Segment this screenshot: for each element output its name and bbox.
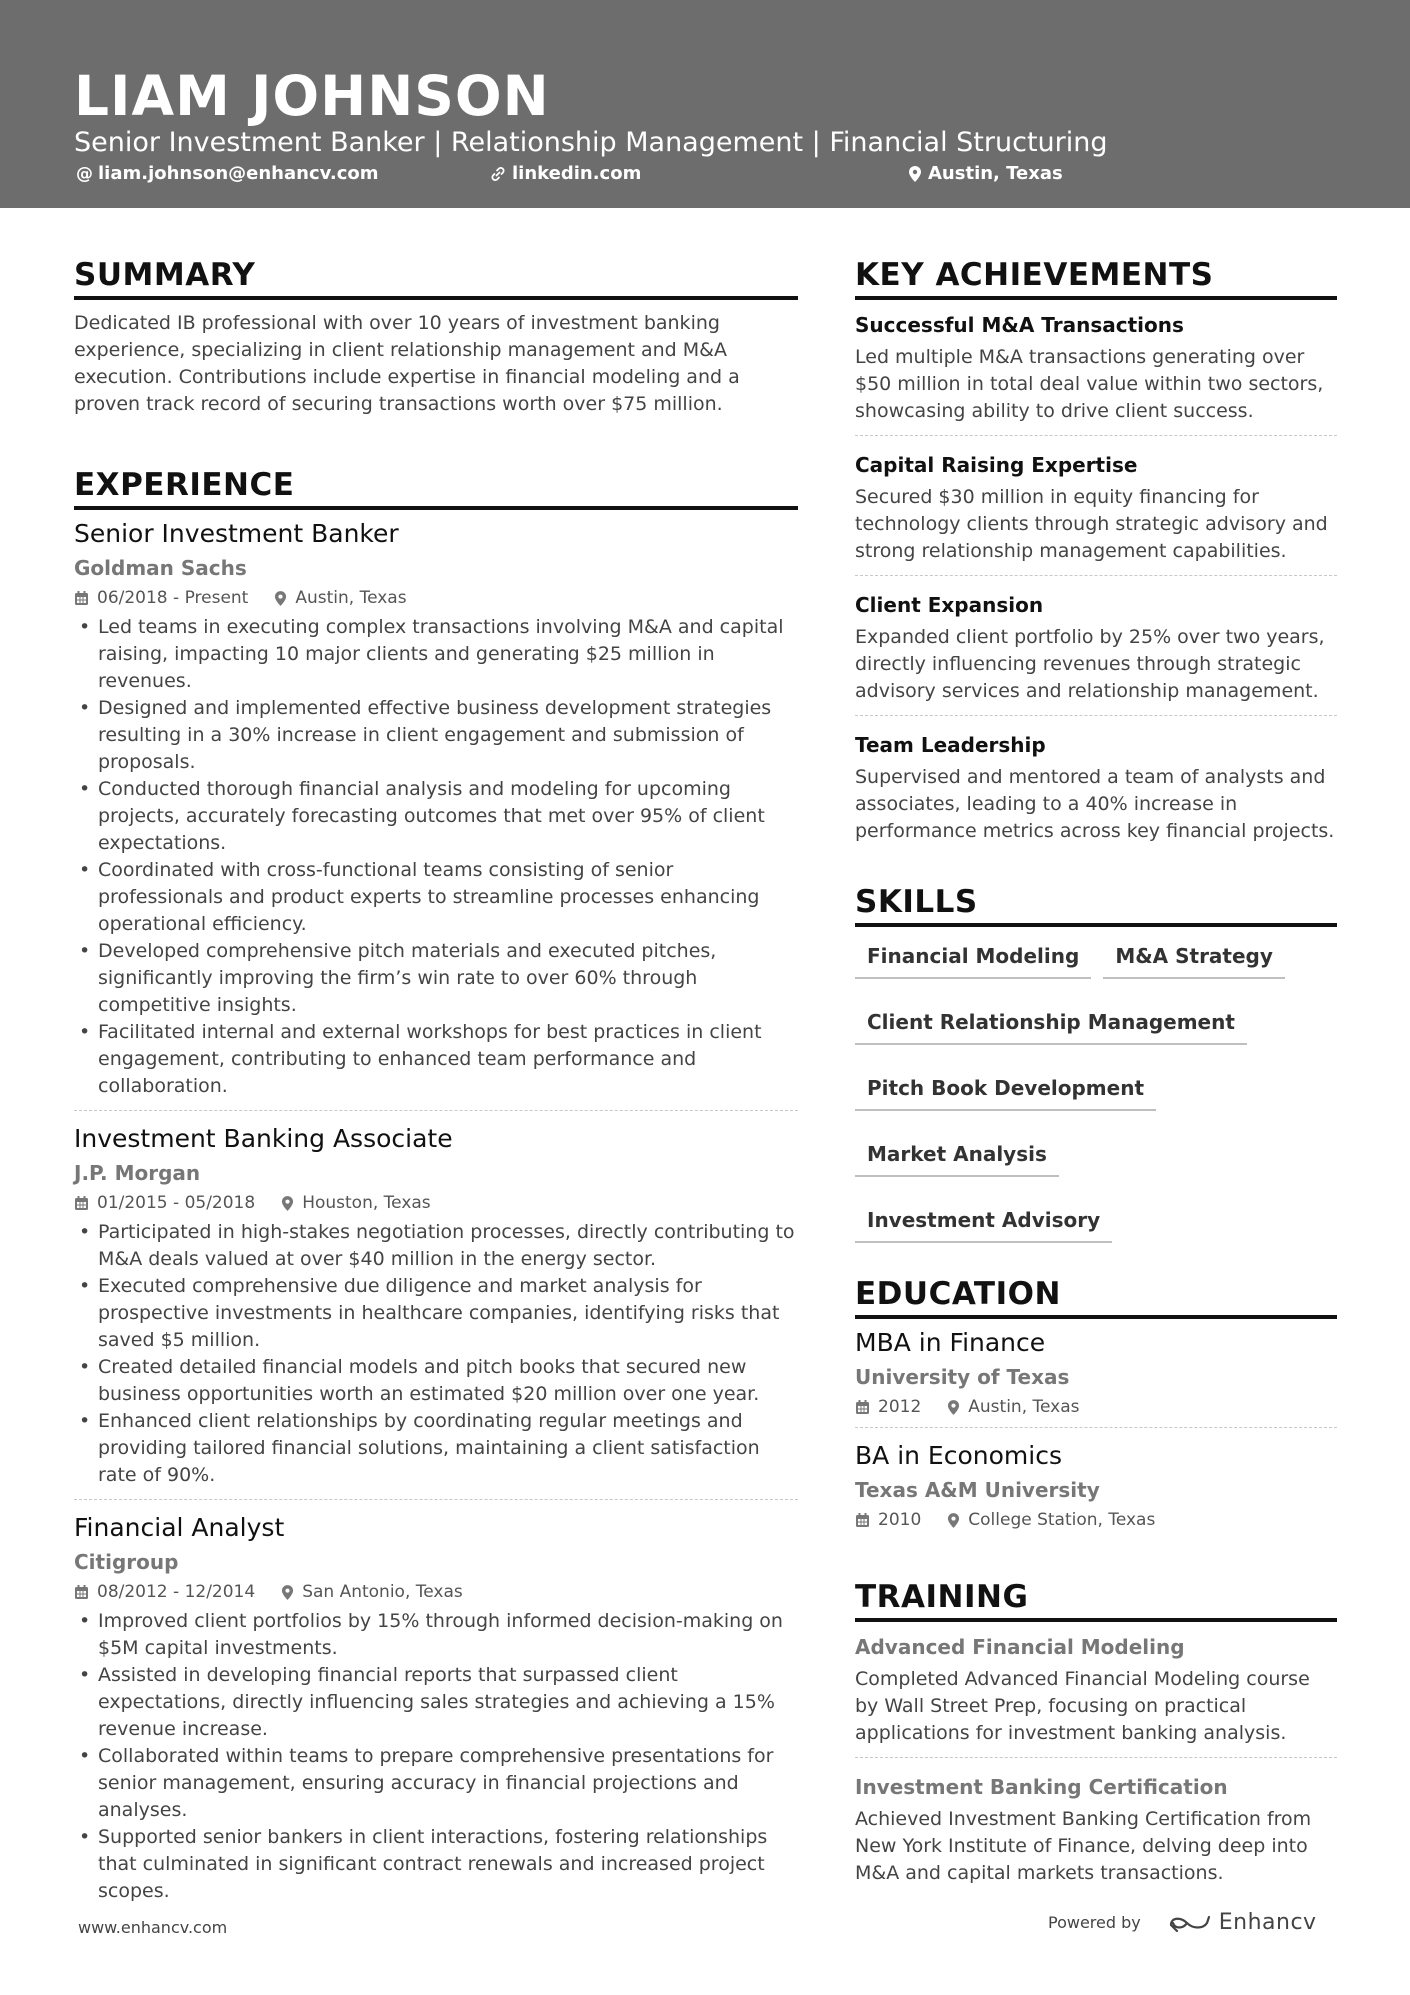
- training-item: [855, 1772, 1337, 1897]
- skill-tag: Market Analysis: [855, 1139, 1059, 1177]
- skill-tag: Financial Modeling: [855, 941, 1091, 979]
- achievement-title: Successful M&A Transactions: [855, 313, 1184, 337]
- job-entry: [74, 1510, 798, 1915]
- job-dates: 08/2012 - 12/2014: [97, 1582, 256, 1602]
- achievement-text: Secured $30 million in equity financing for technology clients through strategic advisory and strong relationship management capabilities.: [855, 486, 1328, 562]
- education-heading: EDUCATION: [855, 1273, 1337, 1319]
- achievements-heading: KEY ACHIEVEMENTS: [855, 254, 1337, 300]
- job-location: Houston, Texas: [302, 1193, 431, 1213]
- bullet-item: • Participated in high-stakes negotiation processes, directly contributing to M&A deals valued at over $40 million in the energy sector.: [74, 1219, 798, 1273]
- skills-section: [855, 881, 1337, 1271]
- job-entry: [74, 516, 798, 1111]
- bullet-item: • Conducted thorough financial analysis and modeling for upcoming projects, accurately forecasting outcomes that met over 95% of client expectations.: [74, 776, 798, 857]
- job-location: San Antonio, Texas: [302, 1582, 463, 1602]
- achievements-section: [855, 254, 1337, 855]
- company-name: Citigroup: [74, 1550, 179, 1574]
- skill-tag: M&A Strategy: [1103, 941, 1285, 979]
- job-meta: [74, 584, 798, 612]
- company-name: J.P. Morgan: [74, 1161, 201, 1185]
- skills-heading: SKILLS: [855, 881, 1337, 927]
- education-year: 2010: [878, 1510, 922, 1530]
- achievement-title: Client Expansion: [855, 593, 1044, 617]
- summary-section: [74, 254, 798, 418]
- bullet-item: • Created detailed financial models and pitch books that secured new business opportunities worth an estimated $20 million over one year.: [74, 1354, 798, 1408]
- summary-text: Dedicated IB professional with over 10 years of investment banking experience, specializing in client relationship management and M&A execution. Contributions include expertise in financial modeling and a proven track record of securing transactions worth over $75 million.: [74, 312, 740, 415]
- bullet-item: • Enhanced client relationships by coordinating regular meetings and providing tailored financial solutions, maintaining a client satisfaction rate of 90%.: [74, 1408, 798, 1489]
- achievement-text: Led multiple M&A transactions generating over $50 million in total deal value within two sectors, showcasing ability to drive client success.: [855, 346, 1324, 422]
- education-location: College Station, Texas: [968, 1510, 1156, 1530]
- location-pin-icon: [947, 1512, 960, 1529]
- school-name: University of Texas: [855, 1365, 1070, 1389]
- education-year: 2012: [878, 1397, 922, 1417]
- candidate-headline: Senior Investment Banker | Relationship Management | Financial Structuring: [74, 127, 1108, 158]
- location-pin-icon: [274, 590, 287, 607]
- training-title: Advanced Financial Modeling: [855, 1635, 1185, 1659]
- bullet-item: • Coordinated with cross-functional teams consisting of senior professionals and product experts to streamline processes enhancing operational efficiency.: [74, 857, 798, 938]
- education-item: [855, 1438, 1337, 1540]
- calendar-icon: [74, 590, 89, 606]
- calendar-icon: [855, 1512, 870, 1528]
- at-icon: @: [76, 164, 93, 184]
- achievement-item: [855, 450, 1337, 576]
- linkedin-text: linkedin.com: [512, 163, 642, 184]
- bullet-item: • Facilitated internal and external workshops for best practices in client engagement, contributing to enhanced team performance and collaboration.: [74, 1019, 798, 1100]
- degree-title: BA in Economics: [855, 1441, 1062, 1470]
- training-section: [855, 1576, 1337, 1897]
- bullet-item: • Assisted in developing financial reports that surpassed client expectations, directly influencing sales strategies and achieving a 15% revenue increase.: [74, 1662, 798, 1743]
- contact-email[interactable]: [76, 160, 379, 188]
- skill-tag: Pitch Book Development: [855, 1073, 1156, 1111]
- summary-heading: SUMMARY: [74, 254, 798, 300]
- resume-header: [0, 0, 1410, 208]
- skill-tag: Investment Advisory: [855, 1205, 1112, 1243]
- training-text: Completed Advanced Financial Modeling course by Wall Street Prep, focusing on practical applications for investment banking analysis.: [855, 1668, 1310, 1744]
- contact-location: [908, 160, 1063, 188]
- calendar-icon: [74, 1195, 89, 1211]
- location-pin-icon: [281, 1195, 294, 1212]
- job-entry: [74, 1121, 798, 1500]
- job-meta: [74, 1578, 798, 1606]
- achievement-title: Capital Raising Expertise: [855, 453, 1138, 477]
- training-text: Achieved Investment Banking Certification from New York Institute of Finance, delving deep into M&A and capital markets transactions.: [855, 1808, 1312, 1884]
- bullet-item: • Developed comprehensive pitch materials and executed pitches, significantly improving the firm’s win rate to over 60% through competitive insights.: [74, 938, 798, 1019]
- email-text: liam.johnson@enhancv.com: [98, 163, 379, 184]
- experience-section: [74, 464, 798, 1915]
- achievement-text: Supervised and mentored a team of analysts and associates, leading to a 40% increase in performance metrics across key financial projects.: [855, 766, 1335, 842]
- location-pin-icon: [908, 165, 922, 183]
- bullet-item: • Improved client portfolios by 15% through informed decision-making on $5M capital investments.: [74, 1608, 798, 1662]
- bullet-item: • Supported senior bankers in client interactions, fostering relationships that culminated in significant contract renewals and increased project scopes.: [74, 1824, 798, 1905]
- left-column: [74, 254, 798, 1925]
- job-bullets: [74, 1608, 798, 1905]
- training-heading: TRAINING: [855, 1576, 1337, 1622]
- school-name: Texas A&M University: [855, 1478, 1100, 1502]
- job-bullets: [74, 614, 798, 1100]
- bullet-item: • Collaborated within teams to prepare comprehensive presentations for senior management, ensuring accuracy in financial projections and analyses.: [74, 1743, 798, 1824]
- experience-heading: EXPERIENCE: [74, 464, 798, 510]
- enhancv-logo-icon: [1167, 1911, 1213, 1935]
- bullet-item: • Led teams in executing complex transactions involving M&A and capital raising, impacting 10 major clients and generating $25 million in revenues.: [74, 614, 798, 695]
- skill-tag: Client Relationship Management: [855, 1007, 1247, 1045]
- brand-name: Enhancv: [1218, 1910, 1317, 1935]
- training-item: [855, 1632, 1337, 1758]
- achievement-title: Team Leadership: [855, 733, 1046, 757]
- bullet-item: • Executed comprehensive due diligence and market analysis for prospective investments in healthcare companies, identifying risks that saved $5 million.: [74, 1273, 798, 1354]
- job-location: Austin, Texas: [295, 588, 407, 608]
- location-pin-icon: [281, 1584, 294, 1601]
- candidate-name: LIAM JOHNSON: [74, 64, 550, 128]
- achievement-text: Expanded client portfolio by 25% over two years, directly influencing revenues through strategic advisory services and relationship management.: [855, 626, 1325, 702]
- job-dates: 01/2015 - 05/2018: [97, 1193, 256, 1213]
- bullet-item: • Designed and implemented effective business development strategies resulting in a 30% increase in client engagement and submission of proposals.: [74, 695, 798, 776]
- link-icon: [490, 166, 506, 182]
- job-title: Financial Analyst: [74, 1513, 285, 1542]
- education-meta: [855, 1393, 1337, 1421]
- contact-linkedin[interactable]: [490, 160, 641, 188]
- calendar-icon: [855, 1399, 870, 1415]
- education-location: Austin, Texas: [968, 1397, 1080, 1417]
- achievement-item: [855, 310, 1337, 436]
- education-meta: [855, 1506, 1337, 1534]
- skills-list: [855, 941, 1337, 1271]
- job-meta: [74, 1189, 798, 1217]
- education-section: [855, 1273, 1337, 1540]
- education-item: [855, 1325, 1337, 1428]
- location-pin-icon: [947, 1399, 960, 1416]
- degree-title: MBA in Finance: [855, 1328, 1046, 1357]
- job-bullets: [74, 1219, 798, 1489]
- calendar-icon: [74, 1584, 89, 1600]
- company-name: Goldman Sachs: [74, 556, 247, 580]
- job-title: Investment Banking Associate: [74, 1124, 453, 1153]
- achievement-item: [855, 590, 1337, 716]
- job-title: Senior Investment Banker: [74, 519, 399, 548]
- location-text: Austin, Texas: [928, 163, 1063, 184]
- footer-website[interactable]: www.enhancv.com: [78, 1918, 228, 1937]
- right-column: [855, 254, 1337, 1911]
- achievement-item: [855, 730, 1337, 855]
- footer-powered-by: [1048, 1910, 1317, 1935]
- job-dates: 06/2018 - Present: [97, 588, 249, 608]
- training-title: Investment Banking Certification: [855, 1775, 1228, 1799]
- powered-by-text: Powered by: [1048, 1913, 1141, 1932]
